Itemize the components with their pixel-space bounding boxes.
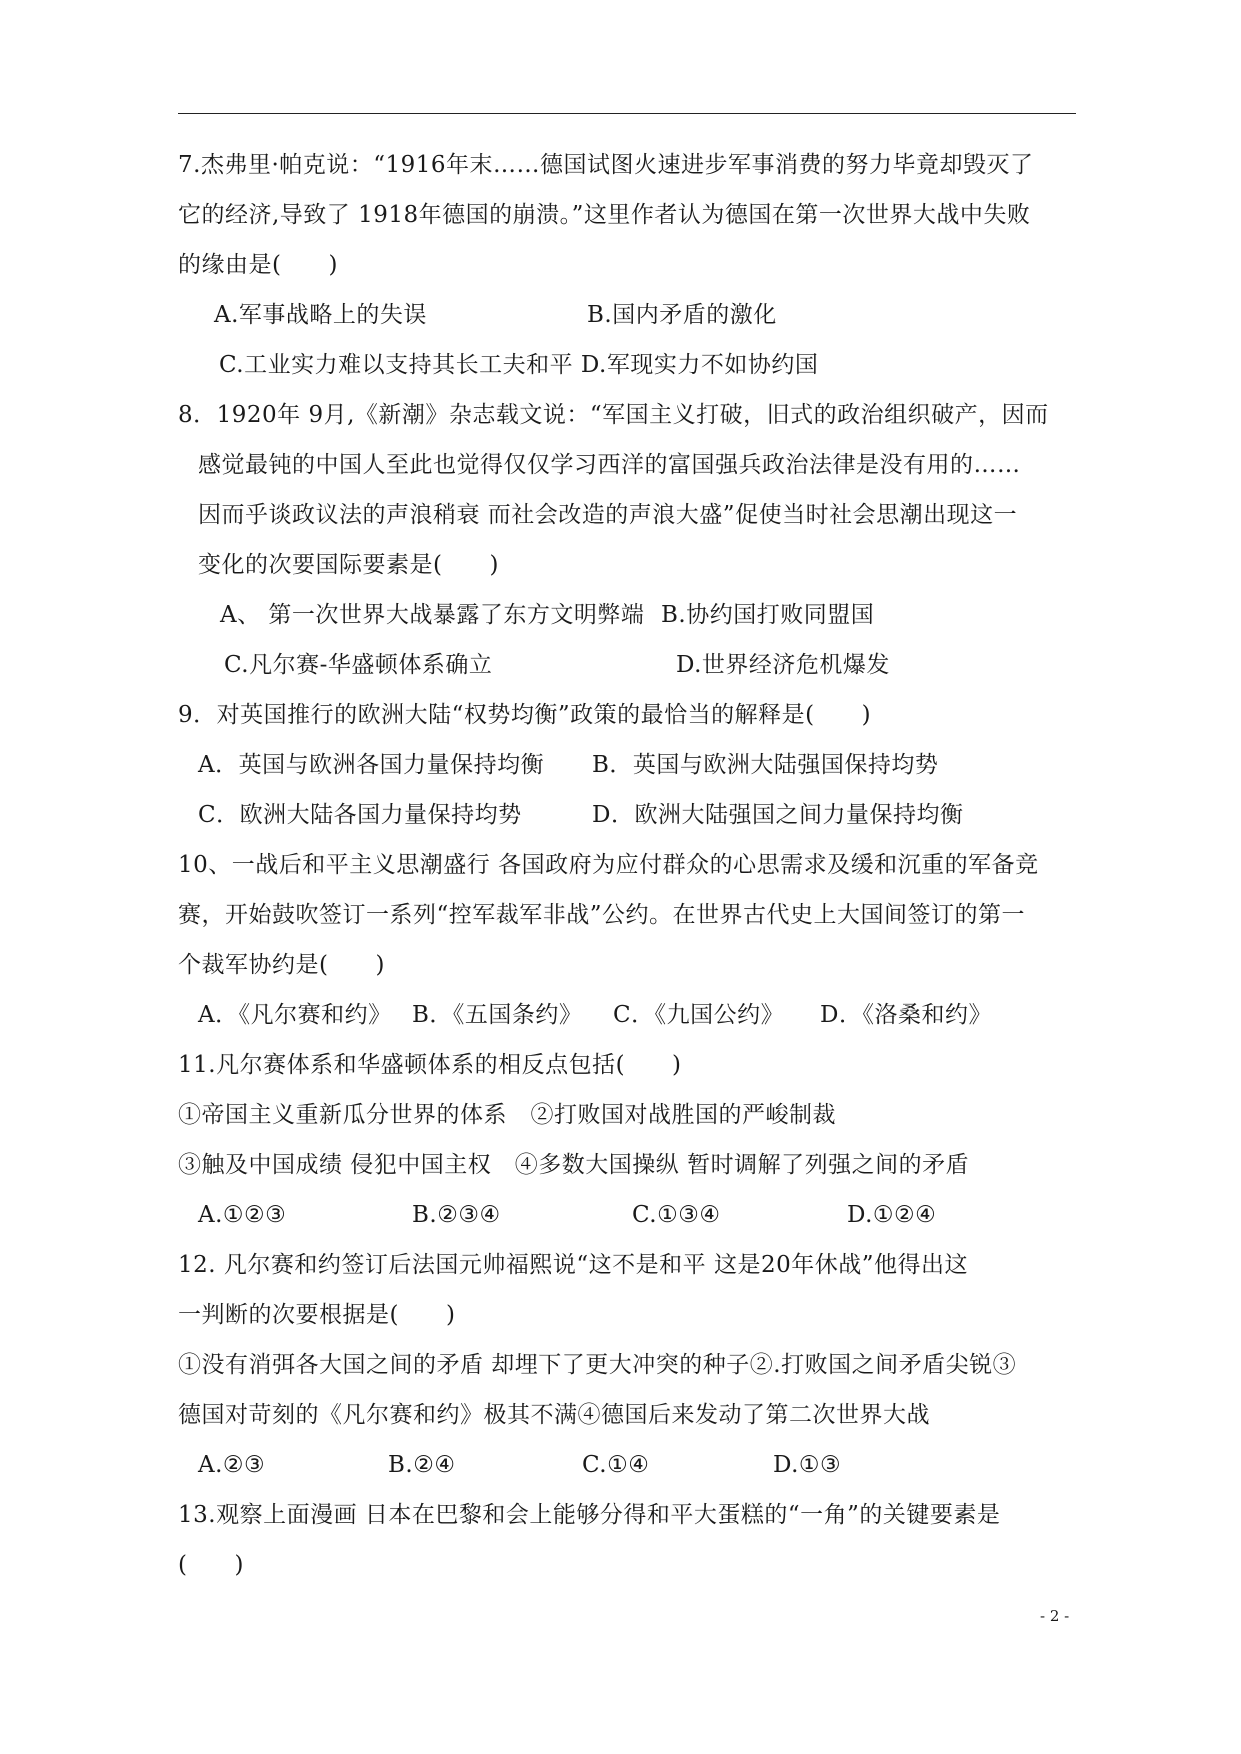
option-a: A.②③ xyxy=(198,1452,266,1478)
option-a: A．英国与欧洲各国力量保持均衡 xyxy=(198,752,545,778)
line-15: 赛，开始鼓吹签订一系列“控军裁军非战”公约。在世界古代史上大国间签订的第一 xyxy=(178,902,1026,928)
line-0: 7.杰弗里·帕克说：“1916年末……德国试图火速进步军事消费的努力毕竟却毁灭了 xyxy=(178,152,1034,178)
line-16: 个裁军协约是( ) xyxy=(178,952,385,978)
option-a: A.①②③ xyxy=(198,1202,287,1228)
line-11: 9．对英国推行的欧洲大陆“权势均衡”政策的最恰当的解释是( ) xyxy=(178,702,872,728)
line-8: 变化的次要国际要素是( ) xyxy=(198,552,499,578)
line-27: 13.观察上面漫画 日本在巴黎和会上能够分得和平大蛋糕的“一角”的关键要素是 xyxy=(178,1502,1001,1528)
page-number: - 2 - xyxy=(1040,1607,1070,1625)
line-5: 8．1920年 9月,《新潮》杂志载文说：“军国主义打破，旧式的政治组织破产，因而 xyxy=(178,402,1049,428)
option-b: B.国内矛盾的激化 xyxy=(587,302,777,328)
option-a: A．《凡尔赛和约》 xyxy=(198,1002,392,1028)
line-14: 10、一战后和平主义思潮盛行 各国政府为应付群众的心思需求及缓和沉重的军备竞 xyxy=(178,852,1039,878)
line-25: 德国对苛刻的《凡尔赛和约》极其不满④德国后来发动了第二次世界大战 xyxy=(178,1402,930,1428)
option-a: A、 第一次世界大战暴露了东方文明弊端 xyxy=(220,602,645,628)
option-b: B.②③④ xyxy=(412,1202,501,1228)
option-d: D.①③ xyxy=(773,1452,842,1478)
header-rule xyxy=(178,113,1076,114)
option-b: B.②④ xyxy=(388,1452,456,1478)
option-d: D.①②④ xyxy=(847,1202,937,1228)
line-28: ( ) xyxy=(178,1552,244,1578)
option-b: B．英国与欧洲大陆强国保持均势 xyxy=(592,752,939,778)
option-c: C.凡尔赛-华盛顿体系确立 xyxy=(224,652,493,678)
line-1: 它的经济,导致了 1918年德国的崩溃。”这里作者认为德国在第一次世界大战中失败 xyxy=(178,202,1031,228)
option-d: D．《洛桑和约》 xyxy=(820,1002,992,1028)
line-24: ①没有消弭各大国之间的矛盾 却埋下了更大冲突的种子②.打败国之间矛盾尖锐③ xyxy=(178,1352,1017,1378)
line-7: 因而乎谈政议法的声浪稍衰 而社会改造的声浪大盛”促使当时社会思潮出现这一 xyxy=(198,502,1018,528)
option-b: B.协约国打败同盟国 xyxy=(661,602,875,628)
line-22: 12. 凡尔赛和约签订后法国元帅福熙说“这不是和平 这是20年休战”他得出这 xyxy=(178,1252,968,1278)
option-b: B．《五国条约》 xyxy=(412,1002,583,1028)
line-18: 11.凡尔赛体系和华盛顿体系的相反点包括( ) xyxy=(178,1052,682,1078)
line-20: ③触及中国成绩 侵犯中国主权 ④多数大国操纵 暂时调解了列强之间的矛盾 xyxy=(178,1152,970,1178)
option-d: D．欧洲大陆强国之间力量保持均衡 xyxy=(592,802,964,828)
line-19: ①帝国主义重新瓜分世界的体系 ②打败国对战胜国的严峻制裁 xyxy=(178,1102,836,1128)
option-c: C.①④ xyxy=(582,1452,650,1478)
option-a: A.军事战略上的失误 xyxy=(214,302,427,328)
option-c: C.①③④ xyxy=(632,1202,721,1228)
option-c: C．欧洲大陆各国力量保持均势 xyxy=(198,802,522,828)
line-2: 的缘由是( ) xyxy=(178,252,338,278)
option-d: D.世界经济危机爆发 xyxy=(676,652,890,678)
line-23: 一判断的次要根据是( ) xyxy=(178,1302,456,1328)
line-6: 感觉最钝的中国人至此也觉得仅仅学习西洋的富国强兵政治法律是没有用的…… xyxy=(198,452,1021,478)
line-4: C.工业实力难以支持其长工夫和平 D.军现实力不如协约国 xyxy=(219,352,819,378)
option-c: C．《九国公约》 xyxy=(613,1002,785,1028)
